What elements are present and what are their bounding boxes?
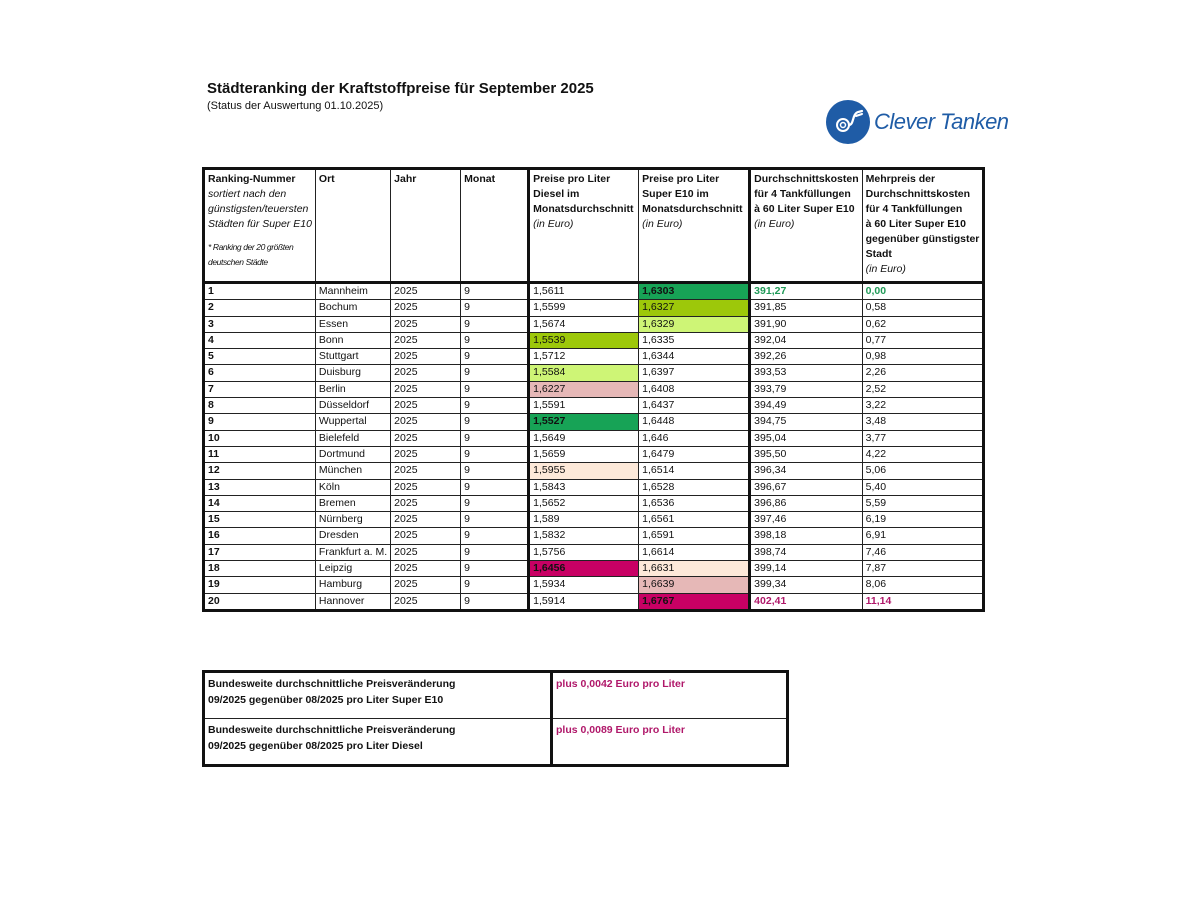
- cell-kosten: 397,46: [750, 512, 862, 528]
- cell-mehrpreis: 0,62: [862, 316, 984, 332]
- cell-monat: 9: [461, 300, 529, 316]
- cell-e10: 1,6448: [639, 414, 750, 430]
- cell-kosten: 399,14: [750, 561, 862, 577]
- cell-diesel: 1,5934: [529, 577, 639, 593]
- cell-ort: Essen: [315, 316, 390, 332]
- cell-diesel: 1,5611: [529, 283, 639, 300]
- cell-ort: Bonn: [315, 332, 390, 348]
- cell-jahr: 2025: [391, 365, 461, 381]
- cell-ort: Düsseldorf: [315, 398, 390, 414]
- cell-diesel: 1,5674: [529, 316, 639, 332]
- table-row: [204, 316, 984, 332]
- cell-rank: 20: [204, 593, 316, 610]
- cell-rank: 11: [204, 446, 316, 462]
- cell-jahr: 2025: [391, 414, 461, 430]
- cell-kosten: 398,18: [750, 528, 862, 544]
- cell-rank: 16: [204, 528, 316, 544]
- summary-row-diesel: [204, 719, 788, 766]
- cell-monat: 9: [461, 463, 529, 479]
- cell-kosten: 399,34: [750, 577, 862, 593]
- cell-mehrpreis: 3,22: [862, 398, 984, 414]
- cell-ort: Hamburg: [315, 577, 390, 593]
- cell-diesel: 1,5584: [529, 365, 639, 381]
- cell-e10: 1,6614: [639, 544, 750, 560]
- cell-jahr: 2025: [391, 300, 461, 316]
- table-row: [204, 512, 984, 528]
- cell-rank: 13: [204, 479, 316, 495]
- cell-rank: 7: [204, 381, 316, 397]
- cell-diesel: 1,6227: [529, 381, 639, 397]
- cell-e10: 1,6303: [639, 283, 750, 300]
- cell-diesel: 1,5539: [529, 332, 639, 348]
- cell-mehrpreis: 5,06: [862, 463, 984, 479]
- cell-jahr: 2025: [391, 561, 461, 577]
- cell-jahr: 2025: [391, 398, 461, 414]
- cell-mehrpreis: 7,46: [862, 544, 984, 560]
- cell-rank: 18: [204, 561, 316, 577]
- cell-e10: 1,6327: [639, 300, 750, 316]
- cell-jahr: 2025: [391, 593, 461, 610]
- cell-mehrpreis: 5,59: [862, 495, 984, 511]
- cell-mehrpreis: 4,22: [862, 446, 984, 462]
- cell-kosten: 391,27: [750, 283, 862, 300]
- table-row: [204, 365, 984, 381]
- cell-jahr: 2025: [391, 283, 461, 300]
- cell-monat: 9: [461, 544, 529, 560]
- cell-e10: 1,6528: [639, 479, 750, 495]
- cell-monat: 9: [461, 495, 529, 511]
- cell-jahr: 2025: [391, 495, 461, 511]
- summary-table: [202, 670, 789, 767]
- cell-mehrpreis: 0,58: [862, 300, 984, 316]
- table-header-row: [204, 169, 984, 283]
- table-row: [204, 349, 984, 365]
- cell-monat: 9: [461, 479, 529, 495]
- cell-kosten: 396,67: [750, 479, 862, 495]
- cell-ort: Duisburg: [315, 365, 390, 381]
- cell-rank: 12: [204, 463, 316, 479]
- cell-mehrpreis: 3,48: [862, 414, 984, 430]
- cell-monat: 9: [461, 316, 529, 332]
- cell-jahr: 2025: [391, 332, 461, 348]
- cell-e10: 1,6479: [639, 446, 750, 462]
- cell-jahr: 2025: [391, 544, 461, 560]
- cell-kosten: 395,50: [750, 446, 862, 462]
- cell-mehrpreis: 7,87: [862, 561, 984, 577]
- cell-rank: 4: [204, 332, 316, 348]
- cell-rank: 1: [204, 283, 316, 300]
- table-row: [204, 283, 984, 300]
- cell-monat: 9: [461, 528, 529, 544]
- header-rank: Ranking-Nummer sortiert nach den günstigsten/teuersten Städten für Super E10 * Ranking der 20 größten deutschen Städte: [204, 169, 316, 283]
- cell-kosten: 392,04: [750, 332, 862, 348]
- table-row: [204, 300, 984, 316]
- table-row: [204, 495, 984, 511]
- cell-diesel: 1,5712: [529, 349, 639, 365]
- cell-kosten: 393,79: [750, 381, 862, 397]
- cell-monat: 9: [461, 577, 529, 593]
- cell-ort: Frankfurt a. M.: [315, 544, 390, 560]
- cell-rank: 15: [204, 512, 316, 528]
- summary-row-e10: [204, 672, 788, 719]
- cell-e10: 1,6639: [639, 577, 750, 593]
- table-row: [204, 446, 984, 462]
- summary-value: plus 0,0042 Euro pro Liter: [552, 672, 788, 719]
- cell-kosten: 392,26: [750, 349, 862, 365]
- cell-kosten: 402,41: [750, 593, 862, 610]
- table-row: [204, 430, 984, 446]
- cell-rank: 3: [204, 316, 316, 332]
- cell-monat: 9: [461, 332, 529, 348]
- cell-e10: 1,6335: [639, 332, 750, 348]
- cell-mehrpreis: 0,00: [862, 283, 984, 300]
- header-diesel: Preise pro Liter Diesel im Monatsdurchschnitt (in Euro): [529, 169, 639, 283]
- cell-monat: 9: [461, 430, 529, 446]
- cell-diesel: 1,5527: [529, 414, 639, 430]
- cell-e10: 1,6591: [639, 528, 750, 544]
- cell-monat: 9: [461, 365, 529, 381]
- cell-diesel: 1,5591: [529, 398, 639, 414]
- cell-ort: Wuppertal: [315, 414, 390, 430]
- cell-rank: 10: [204, 430, 316, 446]
- cell-monat: 9: [461, 398, 529, 414]
- cell-rank: 19: [204, 577, 316, 593]
- summary-value: plus 0,0089 Euro pro Liter: [552, 719, 788, 766]
- cell-e10: 1,6536: [639, 495, 750, 511]
- table-row: [204, 332, 984, 348]
- cell-mehrpreis: 2,26: [862, 365, 984, 381]
- cell-diesel: 1,5659: [529, 446, 639, 462]
- logo-fuel-icon: [826, 100, 870, 144]
- cell-kosten: 394,49: [750, 398, 862, 414]
- logo-wordmark: Clever Tanken: [874, 109, 1009, 134]
- header-e10: Preise pro Liter Super E10 im Monatsdurchschnitt (in Euro): [639, 169, 750, 283]
- cell-ort: Leipzig: [315, 561, 390, 577]
- cell-rank: 14: [204, 495, 316, 511]
- cell-kosten: 395,04: [750, 430, 862, 446]
- table-row: [204, 561, 984, 577]
- cell-kosten: 391,85: [750, 300, 862, 316]
- table-row: [204, 544, 984, 560]
- table-row: [204, 414, 984, 430]
- cell-ort: Bielefeld: [315, 430, 390, 446]
- cell-mehrpreis: 6,91: [862, 528, 984, 544]
- cell-jahr: 2025: [391, 430, 461, 446]
- cell-ort: Mannheim: [315, 283, 390, 300]
- cell-monat: 9: [461, 283, 529, 300]
- cell-e10: 1,6561: [639, 512, 750, 528]
- cell-ort: Dresden: [315, 528, 390, 544]
- cell-jahr: 2025: [391, 512, 461, 528]
- cell-ort: Dortmund: [315, 446, 390, 462]
- cell-mehrpreis: 5,40: [862, 479, 984, 495]
- cell-jahr: 2025: [391, 446, 461, 462]
- cell-e10: 1,6514: [639, 463, 750, 479]
- cell-monat: 9: [461, 593, 529, 610]
- cell-jahr: 2025: [391, 479, 461, 495]
- cell-diesel: 1,5756: [529, 544, 639, 560]
- cell-diesel: 1,5843: [529, 479, 639, 495]
- cell-mehrpreis: 3,77: [862, 430, 984, 446]
- cell-rank: 6: [204, 365, 316, 381]
- cell-mehrpreis: 11,14: [862, 593, 984, 610]
- cell-jahr: 2025: [391, 349, 461, 365]
- table-row: [204, 528, 984, 544]
- table-row: [204, 593, 984, 610]
- cell-kosten: 394,75: [750, 414, 862, 430]
- table-row: [204, 479, 984, 495]
- cell-ort: München: [315, 463, 390, 479]
- cell-jahr: 2025: [391, 316, 461, 332]
- cell-ort: Stuttgart: [315, 349, 390, 365]
- cell-jahr: 2025: [391, 463, 461, 479]
- cell-jahr: 2025: [391, 577, 461, 593]
- summary-label: Bundesweite durchschnittliche Preisveränderung 09/2025 gegenüber 08/2025 pro Liter Super E10: [204, 672, 552, 719]
- table-row: [204, 463, 984, 479]
- cell-diesel: 1,6456: [529, 561, 639, 577]
- cell-monat: 9: [461, 446, 529, 462]
- cell-monat: 9: [461, 414, 529, 430]
- cell-ort: Berlin: [315, 381, 390, 397]
- page-subtitle: (Status der Auswertung 01.10.2025): [207, 100, 384, 112]
- cell-jahr: 2025: [391, 528, 461, 544]
- cell-e10: 1,6397: [639, 365, 750, 381]
- header-mehrpreis: Mehrpreis der Durchschnittskosten für 4 Tankfüllungen à 60 Liter Super E10 gegenüber günstigster Stadt (in Euro): [862, 169, 984, 283]
- cell-diesel: 1,5914: [529, 593, 639, 610]
- cell-diesel: 1,5599: [529, 300, 639, 316]
- page-title: Städteranking der Kraftstoffpreise für September 2025: [207, 80, 594, 97]
- cell-kosten: 398,74: [750, 544, 862, 560]
- cell-e10: 1,6329: [639, 316, 750, 332]
- cell-mehrpreis: 0,98: [862, 349, 984, 365]
- table-row: [204, 577, 984, 593]
- cell-rank: 2: [204, 300, 316, 316]
- cell-monat: 9: [461, 349, 529, 365]
- cell-ort: Hannover: [315, 593, 390, 610]
- cell-e10: 1,6767: [639, 593, 750, 610]
- summary-label: Bundesweite durchschnittliche Preisveränderung 09/2025 gegenüber 08/2025 pro Liter Diesel: [204, 719, 552, 766]
- cell-kosten: 391,90: [750, 316, 862, 332]
- cell-jahr: 2025: [391, 381, 461, 397]
- cell-mehrpreis: 6,19: [862, 512, 984, 528]
- cell-monat: 9: [461, 512, 529, 528]
- cell-mehrpreis: 0,77: [862, 332, 984, 348]
- table-row: [204, 381, 984, 397]
- cell-diesel: 1,589: [529, 512, 639, 528]
- cell-kosten: 396,86: [750, 495, 862, 511]
- clevertanken-logo: [826, 100, 1009, 144]
- table-row: [204, 398, 984, 414]
- cell-diesel: 1,5955: [529, 463, 639, 479]
- header-kosten: Durchschnittskosten für 4 Tankfüllungen à 60 Liter Super E10 (in Euro): [750, 169, 862, 283]
- cell-e10: 1,6631: [639, 561, 750, 577]
- cell-kosten: 396,34: [750, 463, 862, 479]
- cell-ort: Köln: [315, 479, 390, 495]
- cell-rank: 8: [204, 398, 316, 414]
- cell-rank: 9: [204, 414, 316, 430]
- cell-ort: Nürnberg: [315, 512, 390, 528]
- cell-rank: 5: [204, 349, 316, 365]
- cell-ort: Bremen: [315, 495, 390, 511]
- cell-e10: 1,6408: [639, 381, 750, 397]
- cell-e10: 1,646: [639, 430, 750, 446]
- cell-ort: Bochum: [315, 300, 390, 316]
- cell-monat: 9: [461, 561, 529, 577]
- cell-diesel: 1,5832: [529, 528, 639, 544]
- cell-e10: 1,6344: [639, 349, 750, 365]
- header-jahr: Jahr: [391, 169, 461, 283]
- header-monat: Monat: [461, 169, 529, 283]
- cell-mehrpreis: 8,06: [862, 577, 984, 593]
- cell-monat: 9: [461, 381, 529, 397]
- cell-diesel: 1,5649: [529, 430, 639, 446]
- cell-mehrpreis: 2,52: [862, 381, 984, 397]
- cell-e10: 1,6437: [639, 398, 750, 414]
- cell-diesel: 1,5652: [529, 495, 639, 511]
- ranking-table: [202, 167, 985, 612]
- cell-rank: 17: [204, 544, 316, 560]
- header-ort: Ort: [315, 169, 390, 283]
- cell-kosten: 393,53: [750, 365, 862, 381]
